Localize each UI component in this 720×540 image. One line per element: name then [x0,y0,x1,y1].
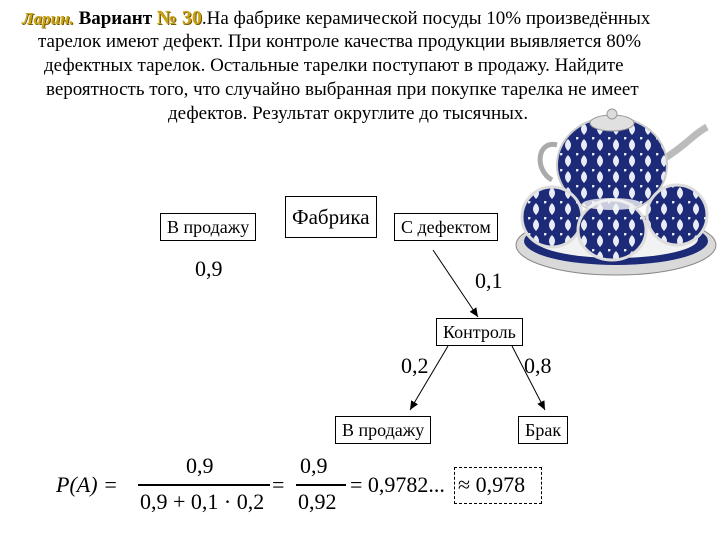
node-control-sale: В продажу [335,416,431,444]
prob-for-sale: 0,9 [195,256,223,281]
prob-defective: 0,1 [475,268,503,293]
edge-defect-to-control [433,250,478,317]
node-defective: С дефектом [394,213,498,241]
problem-line-4: вероятность того, что случайно выбранная при покупке тарелка не имеет [46,79,639,100]
fraction2-numerator: 0,9 [300,453,328,478]
variant-number: № 30 [156,7,202,29]
prob-control-detect: 0,8 [524,353,552,378]
node-for-sale: В продажу [160,213,256,241]
problem-line-1-text: .На фабрике керамической посуды 10% произведённых [201,8,651,29]
fraction2-bar [296,484,346,486]
fraction1-bar [138,484,270,486]
node-reject: Брак [518,416,568,444]
fraction1-numerator: 0,9 [186,453,214,478]
fraction2-denominator: 0,92 [298,489,337,514]
equals-sign: = [272,472,285,497]
prob-control-pass: 0,2 [401,353,429,378]
answer-value: ≈ 0,978 [458,472,526,497]
author-label: Ларин. [22,9,74,28]
node-control: Контроль [436,318,523,346]
node-factory: Фабрика [285,196,377,238]
problem-line-3: дефектных тарелок. Остальные тарелки поступают в продажу. Найдите [44,55,624,76]
fraction1-denominator: 0,9 + 0,1 · 0,2 [140,489,265,514]
variant-word: Вариант [78,8,153,29]
problem-line-2: тарелок имеют дефект. При контроле качества продукции выявляется 80% [38,31,642,52]
formula-lhs: P(A) = [56,472,118,497]
problem-line-5: дефектов. Результат округлите до тысячных. [168,103,529,124]
decimal-result: = 0,9782... [350,472,445,497]
